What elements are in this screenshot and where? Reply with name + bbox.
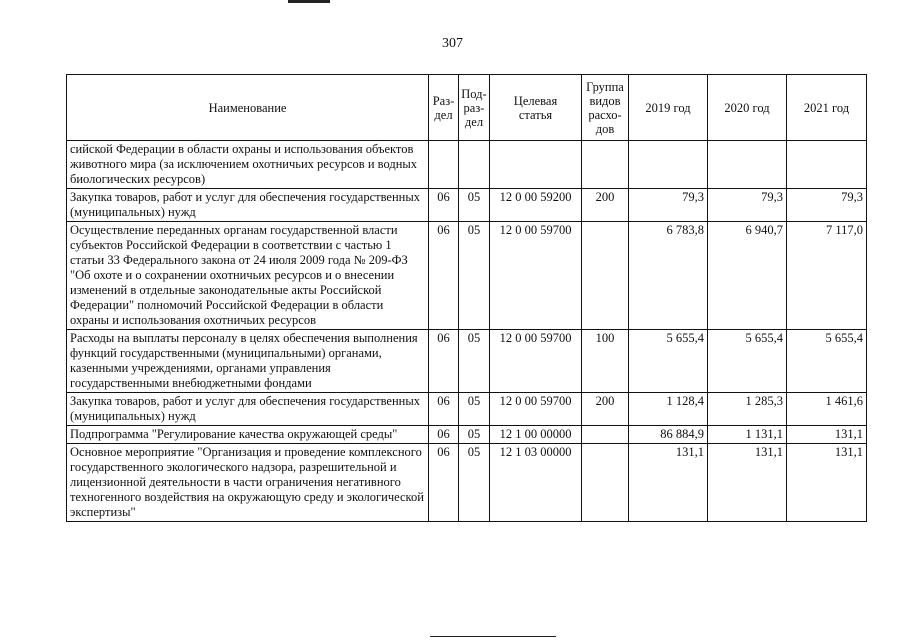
header-2020: 2020 год xyxy=(708,75,787,141)
cell-y2020: 1 131,1 xyxy=(708,426,787,444)
cell-target: 12 0 00 59700 xyxy=(490,222,582,330)
cell-y2019: 1 128,4 xyxy=(629,393,708,426)
cell-y2020: 5 655,4 xyxy=(708,330,787,393)
cell-target xyxy=(490,141,582,189)
cell-y2020 xyxy=(708,141,787,189)
cell-name: Закупка товаров, работ и услуг для обеспечения государственных (муниципальных) нужд xyxy=(67,189,429,222)
cell-name: Осуществление переданных органам государственной власти субъектов Российской Федерации в соответствии с частью 1 статьи 33 Федерального закона от 24 июля 2009 года № 209-ФЗ "Об охоте и о сохранении охотничьих ресурсов и о внесении изменений в отдельные законодательные акты Российской Федерации" полномочий Российской Федерации в области охраны и использования охотничьих ресурсов xyxy=(67,222,429,330)
cell-podrazdel: 05 xyxy=(459,189,490,222)
header-2019: 2019 год xyxy=(629,75,708,141)
cell-group xyxy=(582,444,629,522)
cell-target: 12 0 00 59200 xyxy=(490,189,582,222)
cell-group: 200 xyxy=(582,393,629,426)
cell-target: 12 0 00 59700 xyxy=(490,393,582,426)
cell-y2021: 79,3 xyxy=(787,189,867,222)
cell-y2020: 1 285,3 xyxy=(708,393,787,426)
table-row xyxy=(67,426,867,444)
cell-group xyxy=(582,141,629,189)
table-row xyxy=(67,330,867,393)
cell-razdel: 06 xyxy=(429,393,459,426)
page-number: 307 xyxy=(442,36,463,51)
cell-name: Основное мероприятие "Организация и проведение комплексного государственного экологического надзора, разрешительной и лицензионной деятельности в части ограничения негативного техногенного воздействия на окружающую среду и экологической экспертизы" xyxy=(67,444,429,522)
cell-name: Расходы на выплаты персоналу в целях обеспечения выполнения функций государственными (муниципальными) органами, казенными учреждениями, органами управления государственными внебюджетными фондами xyxy=(67,330,429,393)
cell-podrazdel: 05 xyxy=(459,426,490,444)
cell-group xyxy=(582,222,629,330)
footer-line xyxy=(430,636,556,637)
top-edge-mark xyxy=(288,0,330,3)
cell-name: Подпрограмма "Регулирование качества окружающей среды" xyxy=(67,426,429,444)
header-podrazdel: Под- раз- дел xyxy=(459,75,490,141)
cell-y2020: 79,3 xyxy=(708,189,787,222)
cell-y2021: 5 655,4 xyxy=(787,330,867,393)
table-row xyxy=(67,222,867,330)
header-name: Наименование xyxy=(67,75,429,141)
cell-podrazdel: 05 xyxy=(459,393,490,426)
cell-razdel: 06 xyxy=(429,189,459,222)
cell-y2020: 131,1 xyxy=(708,444,787,522)
cell-razdel xyxy=(429,141,459,189)
cell-razdel: 06 xyxy=(429,426,459,444)
table-row xyxy=(67,189,867,222)
cell-y2019: 131,1 xyxy=(629,444,708,522)
cell-podrazdel xyxy=(459,141,490,189)
cell-y2019: 86 884,9 xyxy=(629,426,708,444)
table-row xyxy=(67,444,867,522)
header-target: Целевая статья xyxy=(490,75,582,141)
header-group: Группа видов расхо- дов xyxy=(582,75,629,141)
cell-y2021: 131,1 xyxy=(787,444,867,522)
table-row xyxy=(67,393,867,426)
cell-y2021: 131,1 xyxy=(787,426,867,444)
header-2021: 2021 год xyxy=(787,75,867,141)
cell-group: 100 xyxy=(582,330,629,393)
table-header-row xyxy=(67,75,867,141)
header-razdel: Раз- дел xyxy=(429,75,459,141)
table-row xyxy=(67,141,867,189)
cell-razdel: 06 xyxy=(429,222,459,330)
cell-podrazdel: 05 xyxy=(459,444,490,522)
cell-y2019: 6 783,8 xyxy=(629,222,708,330)
cell-y2021: 7 117,0 xyxy=(787,222,867,330)
cell-podrazdel: 05 xyxy=(459,222,490,330)
cell-name: Закупка товаров, работ и услуг для обеспечения государственных (муниципальных) нужд xyxy=(67,393,429,426)
cell-y2021: 1 461,6 xyxy=(787,393,867,426)
cell-y2019: 79,3 xyxy=(629,189,708,222)
cell-y2020: 6 940,7 xyxy=(708,222,787,330)
cell-y2019 xyxy=(629,141,708,189)
cell-y2021 xyxy=(787,141,867,189)
cell-target: 12 1 03 00000 xyxy=(490,444,582,522)
cell-name: сийской Федерации в области охраны и использования объектов животного мира (за исключением охотничьих ресурсов и водных биологических ресурсов) xyxy=(67,141,429,189)
cell-target: 12 1 00 00000 xyxy=(490,426,582,444)
cell-razdel: 06 xyxy=(429,444,459,522)
budget-table xyxy=(66,74,867,522)
cell-y2019: 5 655,4 xyxy=(629,330,708,393)
cell-target: 12 0 00 59700 xyxy=(490,330,582,393)
cell-podrazdel: 05 xyxy=(459,330,490,393)
cell-group: 200 xyxy=(582,189,629,222)
cell-razdel: 06 xyxy=(429,330,459,393)
cell-group xyxy=(582,426,629,444)
